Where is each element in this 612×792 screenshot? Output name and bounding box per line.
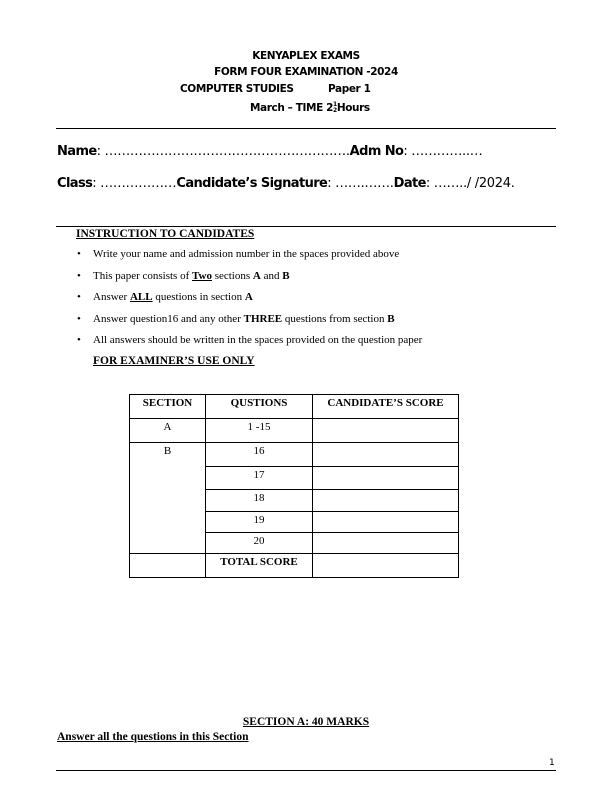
signature-blank[interactable]: : …….……. xyxy=(327,176,394,191)
instruction-text: ALL xyxy=(129,291,153,303)
score-table xyxy=(129,394,459,578)
questions-cell: 18 xyxy=(206,490,313,512)
name-label: Name xyxy=(57,144,97,159)
time-suffix: Hours xyxy=(336,102,370,114)
header-questions: QUSTIONS xyxy=(206,395,313,419)
adm-label: Adm No xyxy=(349,144,404,159)
instruction-text: questions in section xyxy=(152,291,245,303)
name-field[interactable] xyxy=(57,144,482,159)
instruction-text: questions from section xyxy=(282,312,388,325)
instruction-text: sections xyxy=(211,269,253,282)
date-label: Date xyxy=(393,176,426,191)
section-a-title xyxy=(0,716,612,728)
section-a-instruction: Answer all the questions in this Section xyxy=(57,731,249,743)
blank-cell xyxy=(130,554,206,578)
instruction-item xyxy=(93,334,422,356)
header-section: SECTION xyxy=(130,395,206,419)
questions-cell: 16 xyxy=(206,443,313,467)
divider xyxy=(56,128,556,129)
table-row xyxy=(130,419,459,443)
subject: COMPUTER STUDIES xyxy=(180,83,294,95)
instruction-item xyxy=(93,248,422,270)
instruction-text: This paper consists of xyxy=(93,269,192,282)
paper: Paper 1 xyxy=(328,83,371,95)
score-cell[interactable] xyxy=(313,419,459,443)
score-cell[interactable] xyxy=(313,490,459,512)
table-row xyxy=(130,443,459,467)
exam-time xyxy=(250,102,370,114)
section-a-title-text: SECTION A: 40 MARKS xyxy=(242,716,370,728)
instruction-text: A xyxy=(244,291,253,303)
examiner-title: FOR EXAMINER’S USE ONLY xyxy=(93,355,255,367)
instruction-text: B xyxy=(282,269,290,282)
instruction-text: and xyxy=(260,269,283,282)
instructions-title: INSTRUCTION TO CANDIDATES xyxy=(76,228,255,240)
instruction-text: Answer question16 and any other xyxy=(93,312,244,325)
score-cell[interactable] xyxy=(313,443,459,467)
class-field[interactable] xyxy=(57,176,515,191)
frac-num: 1 xyxy=(333,101,337,108)
class-blank[interactable]: : ……………… xyxy=(92,176,177,191)
date-blank[interactable]: : ……../ /2024. xyxy=(425,176,515,191)
instruction-text: Two xyxy=(191,269,212,282)
section-cell: A xyxy=(130,419,206,443)
section-cell: B xyxy=(130,443,206,554)
exam-title: FORM FOUR EXAMINATION -2024 xyxy=(214,66,398,78)
total-label: TOTAL SCORE xyxy=(206,554,313,578)
instruction-text: A xyxy=(252,269,261,282)
header-score: CANDIDATE’S SCORE xyxy=(313,395,459,419)
signature-label: Candidate’s Signature xyxy=(176,176,328,191)
instruction-text: Write your name and admission number in the spaces provided above xyxy=(93,248,400,260)
instructions-list xyxy=(93,248,422,356)
score-cell[interactable] xyxy=(313,512,459,533)
questions-cell: 20 xyxy=(206,533,313,554)
score-cell[interactable] xyxy=(313,467,459,490)
exam-body-title: KENYAPLEX EXAMS xyxy=(252,50,360,62)
page-number: 1 xyxy=(549,758,555,768)
instruction-text: Answer xyxy=(93,291,130,303)
questions-cell: 17 xyxy=(206,467,313,490)
instruction-item xyxy=(93,291,422,313)
footer-divider xyxy=(56,770,556,771)
class-label: Class xyxy=(57,176,93,191)
instruction-item xyxy=(93,313,422,335)
time-prefix: March – TIME 2 xyxy=(250,102,334,114)
adm-blank[interactable]: : …………..… xyxy=(403,144,483,159)
total-score-cell[interactable] xyxy=(313,554,459,578)
name-blank[interactable]: : …………………………………………………. xyxy=(96,144,350,159)
total-row xyxy=(130,554,459,578)
questions-cell: 1 -15 xyxy=(206,419,313,443)
score-cell[interactable] xyxy=(313,533,459,554)
divider xyxy=(56,226,556,227)
instruction-item xyxy=(93,270,422,292)
instruction-text: All answers should be written in the spaces provided on the question paper xyxy=(93,334,423,346)
instruction-text: THREE xyxy=(243,312,283,325)
questions-cell: 19 xyxy=(206,512,313,533)
frac-den: 2 xyxy=(333,107,337,114)
instruction-text: B xyxy=(387,312,395,325)
table-header-row xyxy=(130,395,459,419)
